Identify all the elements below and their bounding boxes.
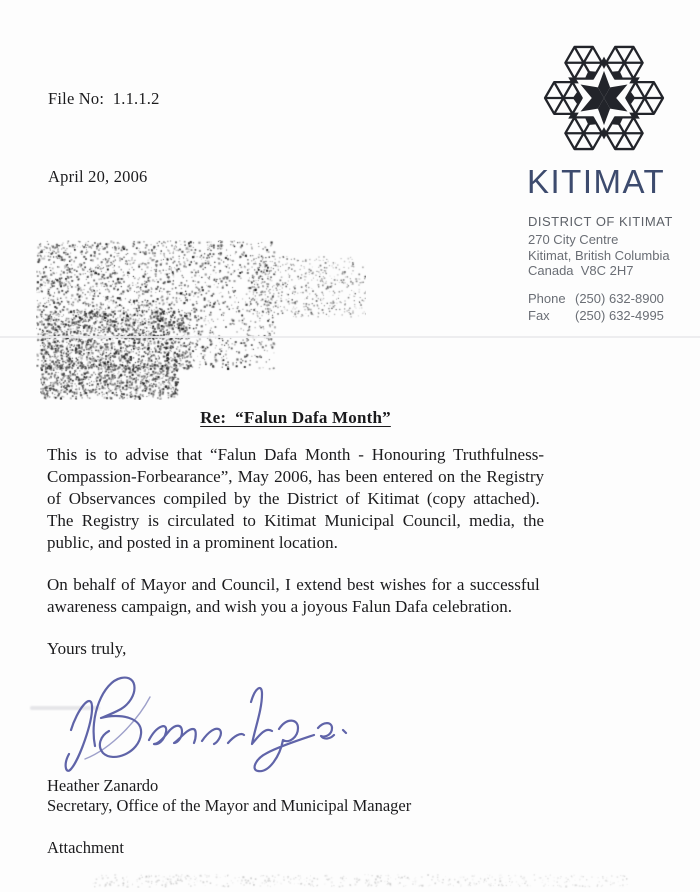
- fax-value: (250) 632-4995: [575, 307, 664, 323]
- org-name: DISTRICT OF KITIMAT: [528, 214, 673, 229]
- kitimat-wordmark: KITIMAT: [527, 163, 666, 200]
- address-block: [528, 232, 670, 279]
- closing-line: Yours truly,: [47, 639, 127, 658]
- signer-block: [47, 776, 411, 816]
- snowflake-logo-icon: [543, 37, 665, 159]
- address-line: 270 City Centre: [528, 232, 619, 247]
- letter-body: [47, 444, 544, 660]
- file-number: File No: 1.1.1.2: [48, 89, 160, 108]
- body-paragraph: This is to advise that “Falun Dafa Month - Honouring Truthfulness-Compassion-Forbearance”, May 2006, has been entered on the Registry of Observances compiled by the District of Kitimat (copy attached). The Registry is circulated to Kitimat Municipal Council, media, the public, and posted in a prominent location.: [47, 445, 544, 552]
- fax-label: Fax: [528, 307, 550, 323]
- fax-row: [528, 308, 664, 325]
- date-line: April 20, 2006: [48, 167, 148, 186]
- address-line: Kitimat, British Columbia: [528, 247, 670, 263]
- contact-block: [528, 291, 664, 324]
- subject-line: Re: “Falun Dafa Month”: [200, 408, 391, 427]
- letterhead: [527, 33, 700, 333]
- signer-title: Secretary, Office of the Mayor and Municipal Manager: [47, 796, 412, 815]
- phone-value: (250) 632-8900: [575, 291, 664, 306]
- handwritten-signature: [55, 666, 350, 778]
- body-paragraph: On behalf of Mayor and Council, I extend best wishes for a successful awareness campaign, and wish you a joyous Falun Dafa celebration.: [47, 575, 544, 616]
- paper-crease-line: [0, 336, 700, 338]
- phone-row: [528, 291, 664, 308]
- address-line: Canada V8C 2H7: [528, 263, 634, 278]
- phone-label: Phone: [528, 291, 566, 306]
- attachment-note: Attachment: [47, 838, 124, 857]
- redacted-note-block: [40, 364, 180, 400]
- signer-name: Heather Zanardo: [47, 776, 159, 795]
- subject-line-wrap: [47, 408, 544, 428]
- scanner-artifact-band: [92, 872, 632, 888]
